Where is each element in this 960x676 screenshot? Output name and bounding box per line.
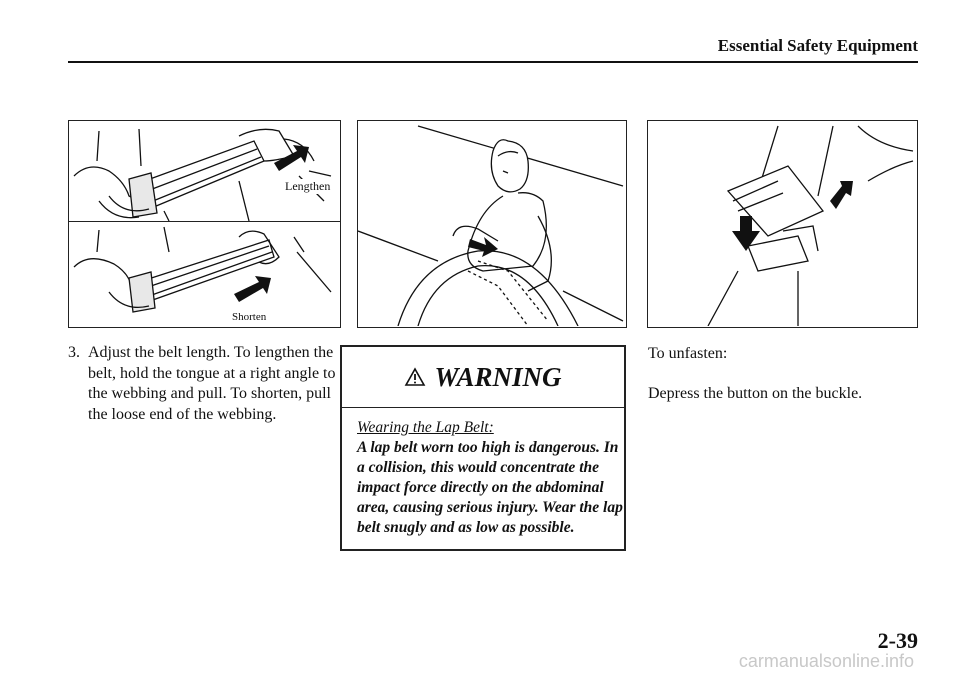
header-rule xyxy=(68,61,918,63)
figure-adjust-length xyxy=(68,120,341,328)
lap-belt-illustration xyxy=(358,121,626,326)
unfasten-title: To unfasten: xyxy=(648,345,728,362)
page-number: 2-39 xyxy=(877,628,918,653)
watermark: carmanualsonline.info xyxy=(738,651,914,671)
shorten-label: Shorten xyxy=(232,311,267,323)
step-number: 3. xyxy=(68,344,80,361)
warning-subheading: Wearing the Lap Belt: xyxy=(357,419,494,436)
warning-text: A lap belt worn too high is dangerous. In a collision, this would concentrate the impact force directly on the abdominal area, causing serious injury. Wear the lap belt snugly and as low as possible. xyxy=(357,439,623,536)
step-3 xyxy=(68,343,346,425)
warning-triangle-icon xyxy=(404,367,426,387)
figure-lap-belt xyxy=(357,120,627,328)
unfasten-text: Depress the button on the buckle. xyxy=(648,385,863,402)
step-text: Adjust the belt length. To lengthen the belt, hold the tongue at a right angle to the webbing and pull. To shorten, pull the loose end of the webbing. xyxy=(88,344,336,423)
lengthen-label: Lengthen xyxy=(285,179,331,193)
buckle-release-illustration xyxy=(648,121,916,326)
warning-box xyxy=(340,345,626,551)
belt-shorten-illustration xyxy=(69,222,339,327)
section-title: Essential Safety Equipment xyxy=(717,36,918,55)
warning-body xyxy=(342,408,624,538)
warning-header xyxy=(342,347,624,408)
warning-heading: WARNING xyxy=(434,361,562,392)
figure-buckle-release xyxy=(647,120,918,328)
